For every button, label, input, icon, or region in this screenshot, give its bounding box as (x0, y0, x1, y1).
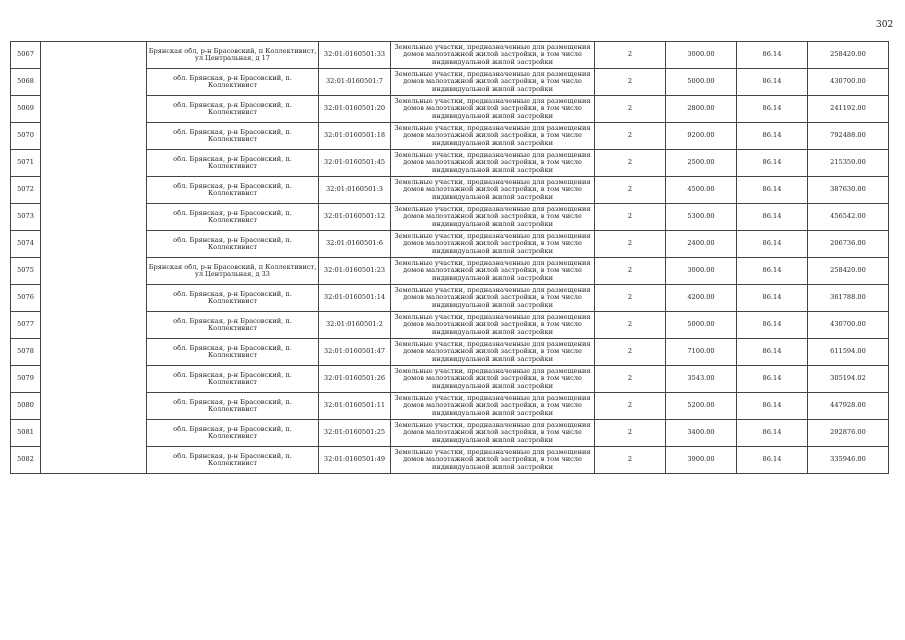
cadastral-value-cell: 456542.00 (808, 204, 889, 231)
specific-value-cell: 86.14 (737, 42, 808, 69)
cadastral-number-cell: 32:01:0160501:33 (319, 42, 391, 69)
address-cell: обл. Брянская, р-н Брасовский, п. Коллективист (147, 393, 319, 420)
specific-value-cell: 86.14 (737, 312, 808, 339)
area-cell: 5300.00 (666, 204, 737, 231)
group-cell: 2 (595, 447, 666, 474)
land-purpose-cell: Земельные участки, предназначенные для размещения домов малоэтажной жилой застройки, в том числе индивидуальной жилой застройки (391, 258, 595, 285)
cadastral-number-cell: 32:01:0160501:11 (319, 393, 391, 420)
land-purpose-cell: Земельные участки, предназначенные для размещения домов малоэтажной жилой застройки, в том числе индивидуальной жилой застройки (391, 123, 595, 150)
row-number-cell: 5080 (11, 393, 41, 420)
cadastral-value-cell: 430700.00 (808, 312, 889, 339)
table-row (11, 231, 889, 258)
address-cell: обл. Брянская, р-н Брасовский, п. Коллективист (147, 339, 319, 366)
blank-cell (41, 312, 147, 339)
land-purpose-cell: Земельные участки, предназначенные для размещения домов малоэтажной жилой застройки, в том числе индивидуальной жилой застройки (391, 420, 595, 447)
specific-value-cell: 86.14 (737, 420, 808, 447)
address-cell: обл. Брянская, р-н Брасовский, п. Коллективист (147, 69, 319, 96)
cadastral-value-cell: 611594.00 (808, 339, 889, 366)
blank-cell (41, 285, 147, 312)
address-cell: обл. Брянская, р-н Брасовский, п. Коллективист (147, 420, 319, 447)
group-cell: 2 (595, 123, 666, 150)
address-cell: обл. Брянская, р-н Брасовский, п. Коллективист (147, 123, 319, 150)
table-row (11, 393, 889, 420)
blank-cell (41, 150, 147, 177)
specific-value-cell: 86.14 (737, 96, 808, 123)
cadastral-value-cell: 292876.00 (808, 420, 889, 447)
group-cell: 2 (595, 177, 666, 204)
cadastral-number-cell: 32:01:0160501:26 (319, 366, 391, 393)
blank-cell (41, 393, 147, 420)
group-cell: 2 (595, 420, 666, 447)
area-cell: 5200.00 (666, 393, 737, 420)
area-cell: 2500.00 (666, 150, 737, 177)
cadastral-number-cell: 32:01:0160501:2 (319, 312, 391, 339)
row-number-cell: 5078 (11, 339, 41, 366)
cadastral-number-cell: 32:01:0160501:7 (319, 69, 391, 96)
cadastral-number-cell: 32:01:0160501:45 (319, 150, 391, 177)
area-cell: 4200.00 (666, 285, 737, 312)
address-cell: обл. Брянская, р-н Брасовский, п. Коллективист (147, 447, 319, 474)
table-row (11, 258, 889, 285)
blank-cell (41, 177, 147, 204)
specific-value-cell: 86.14 (737, 231, 808, 258)
area-cell: 2800.00 (666, 96, 737, 123)
cadastral-value-cell: 387630.00 (808, 177, 889, 204)
address-cell: обл. Брянская, р-н Брасовский, п. Коллективист (147, 150, 319, 177)
row-number-cell: 5068 (11, 69, 41, 96)
area-cell: 4500.00 (666, 177, 737, 204)
table-row (11, 366, 889, 393)
group-cell: 2 (595, 204, 666, 231)
area-cell: 9200.00 (666, 123, 737, 150)
area-cell: 7100.00 (666, 339, 737, 366)
land-purpose-cell: Земельные участки, предназначенные для размещения домов малоэтажной жилой застройки, в том числе индивидуальной жилой застройки (391, 42, 595, 69)
cadastral-number-cell: 32:01:0160501:18 (319, 123, 391, 150)
row-number-cell: 5082 (11, 447, 41, 474)
area-cell: 5000.00 (666, 69, 737, 96)
land-purpose-cell: Земельные участки, предназначенные для размещения домов малоэтажной жилой застройки, в том числе индивидуальной жилой застройки (391, 339, 595, 366)
cadastral-number-cell: 32:01:0160501:14 (319, 285, 391, 312)
group-cell: 2 (595, 366, 666, 393)
cadastral-number-cell: 32:01:0160501:20 (319, 96, 391, 123)
cadastral-number-cell: 32:01:0160501:12 (319, 204, 391, 231)
row-number-cell: 5072 (11, 177, 41, 204)
address-cell: обл. Брянская, р-н Брасовский, п. Коллективист (147, 177, 319, 204)
group-cell: 2 (595, 285, 666, 312)
land-purpose-cell: Земельные участки, предназначенные для размещения домов малоэтажной жилой застройки, в том числе индивидуальной жилой застройки (391, 150, 595, 177)
row-number-cell: 5081 (11, 420, 41, 447)
cadastral-value-cell: 241192.00 (808, 96, 889, 123)
table-row (11, 150, 889, 177)
group-cell: 2 (595, 339, 666, 366)
land-purpose-cell: Земельные участки, предназначенные для размещения домов малоэтажной жилой застройки, в том числе индивидуальной жилой застройки (391, 231, 595, 258)
specific-value-cell: 86.14 (737, 177, 808, 204)
blank-cell (41, 69, 147, 96)
specific-value-cell: 86.14 (737, 393, 808, 420)
blank-cell (41, 447, 147, 474)
table-row (11, 285, 889, 312)
cadastral-number-cell: 32:01:0160501:49 (319, 447, 391, 474)
blank-cell (41, 339, 147, 366)
specific-value-cell: 86.14 (737, 150, 808, 177)
cadastral-number-cell: 32:01:0160501:6 (319, 231, 391, 258)
blank-cell (41, 42, 147, 69)
row-number-cell: 5067 (11, 42, 41, 69)
table-body (11, 42, 889, 474)
cadastral-number-cell: 32:01:0160501:25 (319, 420, 391, 447)
area-cell: 5000.00 (666, 312, 737, 339)
land-purpose-cell: Земельные участки, предназначенные для размещения домов малоэтажной жилой застройки, в том числе индивидуальной жилой застройки (391, 285, 595, 312)
row-number-cell: 5075 (11, 258, 41, 285)
table-row (11, 420, 889, 447)
cadastral-value-cell: 258420.00 (808, 258, 889, 285)
cadastral-value-cell: 258420.00 (808, 42, 889, 69)
specific-value-cell: 86.14 (737, 204, 808, 231)
table-row (11, 69, 889, 96)
cadastral-value-cell: 215350.00 (808, 150, 889, 177)
table-row (11, 204, 889, 231)
area-cell: 2400.00 (666, 231, 737, 258)
blank-cell (41, 96, 147, 123)
row-number-cell: 5070 (11, 123, 41, 150)
table-row (11, 42, 889, 69)
table-row (11, 312, 889, 339)
land-purpose-cell: Земельные участки, предназначенные для размещения домов малоэтажной жилой застройки, в том числе индивидуальной жилой застройки (391, 96, 595, 123)
row-number-cell: 5073 (11, 204, 41, 231)
group-cell: 2 (595, 42, 666, 69)
land-purpose-cell: Земельные участки, предназначенные для размещения домов малоэтажной жилой застройки, в том числе индивидуальной жилой застройки (391, 366, 595, 393)
cadastral-value-cell: 430700.00 (808, 69, 889, 96)
cadastral-value-cell: 447928.00 (808, 393, 889, 420)
row-number-cell: 5076 (11, 285, 41, 312)
blank-cell (41, 204, 147, 231)
address-cell: обл. Брянская, р-н Брасовский, п. Коллективист (147, 96, 319, 123)
table-row (11, 123, 889, 150)
row-number-cell: 5069 (11, 96, 41, 123)
cadastral-value-cell: 361788.00 (808, 285, 889, 312)
area-cell: 3543.00 (666, 366, 737, 393)
specific-value-cell: 86.14 (737, 285, 808, 312)
specific-value-cell: 86.14 (737, 447, 808, 474)
address-cell: обл. Брянская, р-н Брасовский, п. Коллективист (147, 312, 319, 339)
land-purpose-cell: Земельные участки, предназначенные для размещения домов малоэтажной жилой застройки, в том числе индивидуальной жилой застройки (391, 447, 595, 474)
cadastral-value-cell: 792488.00 (808, 123, 889, 150)
specific-value-cell: 86.14 (737, 258, 808, 285)
address-cell: обл. Брянская, р-н Брасовский, п. Коллективист (147, 366, 319, 393)
row-number-cell: 5079 (11, 366, 41, 393)
blank-cell (41, 420, 147, 447)
blank-cell (41, 366, 147, 393)
specific-value-cell: 86.14 (737, 123, 808, 150)
blank-cell (41, 123, 147, 150)
land-purpose-cell: Земельные участки, предназначенные для размещения домов малоэтажной жилой застройки, в том числе индивидуальной жилой застройки (391, 312, 595, 339)
address-cell: Брянская обл, р-н Брасовский, п Коллективист, ул Центральная, д 33 (147, 258, 319, 285)
specific-value-cell: 86.14 (737, 69, 808, 96)
group-cell: 2 (595, 150, 666, 177)
cadastral-number-cell: 32:01:0160501:47 (319, 339, 391, 366)
address-cell: обл. Брянская, р-н Брасовский, п. Коллективист (147, 204, 319, 231)
address-cell: обл. Брянская, р-н Брасовский, п. Коллективист (147, 285, 319, 312)
row-number-cell: 5077 (11, 312, 41, 339)
area-cell: 3400.00 (666, 420, 737, 447)
area-cell: 3000.00 (666, 42, 737, 69)
table-row (11, 447, 889, 474)
group-cell: 2 (595, 231, 666, 258)
land-purpose-cell: Земельные участки, предназначенные для размещения домов малоэтажной жилой застройки, в том числе индивидуальной жилой застройки (391, 177, 595, 204)
address-cell: обл. Брянская, р-н Брасовский, п. Коллективист (147, 231, 319, 258)
land-registry-table (10, 41, 889, 474)
group-cell: 2 (595, 312, 666, 339)
cadastral-number-cell: 32:01:0160501:23 (319, 258, 391, 285)
table-row (11, 177, 889, 204)
group-cell: 2 (595, 258, 666, 285)
table-row (11, 339, 889, 366)
group-cell: 2 (595, 96, 666, 123)
cadastral-number-cell: 32:01:0160501:3 (319, 177, 391, 204)
land-purpose-cell: Земельные участки, предназначенные для размещения домов малоэтажной жилой застройки, в том числе индивидуальной жилой застройки (391, 204, 595, 231)
area-cell: 3900.00 (666, 447, 737, 474)
land-purpose-cell: Земельные участки, предназначенные для размещения домов малоэтажной жилой застройки, в том числе индивидуальной жилой застройки (391, 393, 595, 420)
specific-value-cell: 86.14 (737, 339, 808, 366)
land-purpose-cell: Земельные участки, предназначенные для размещения домов малоэтажной жилой застройки, в том числе индивидуальной жилой застройки (391, 69, 595, 96)
blank-cell (41, 258, 147, 285)
table-row (11, 96, 889, 123)
specific-value-cell: 86.14 (737, 366, 808, 393)
row-number-cell: 5074 (11, 231, 41, 258)
group-cell: 2 (595, 393, 666, 420)
cadastral-value-cell: 206736.00 (808, 231, 889, 258)
row-number-cell: 5071 (11, 150, 41, 177)
address-cell: Брянская обл, р-н Брасовский, п Коллективист, ул Центральная, д 17 (147, 42, 319, 69)
page-number: 302 (876, 20, 894, 30)
cadastral-value-cell: 305194.02 (808, 366, 889, 393)
blank-cell (41, 231, 147, 258)
area-cell: 3000.00 (666, 258, 737, 285)
cadastral-value-cell: 335946.00 (808, 447, 889, 474)
group-cell: 2 (595, 69, 666, 96)
